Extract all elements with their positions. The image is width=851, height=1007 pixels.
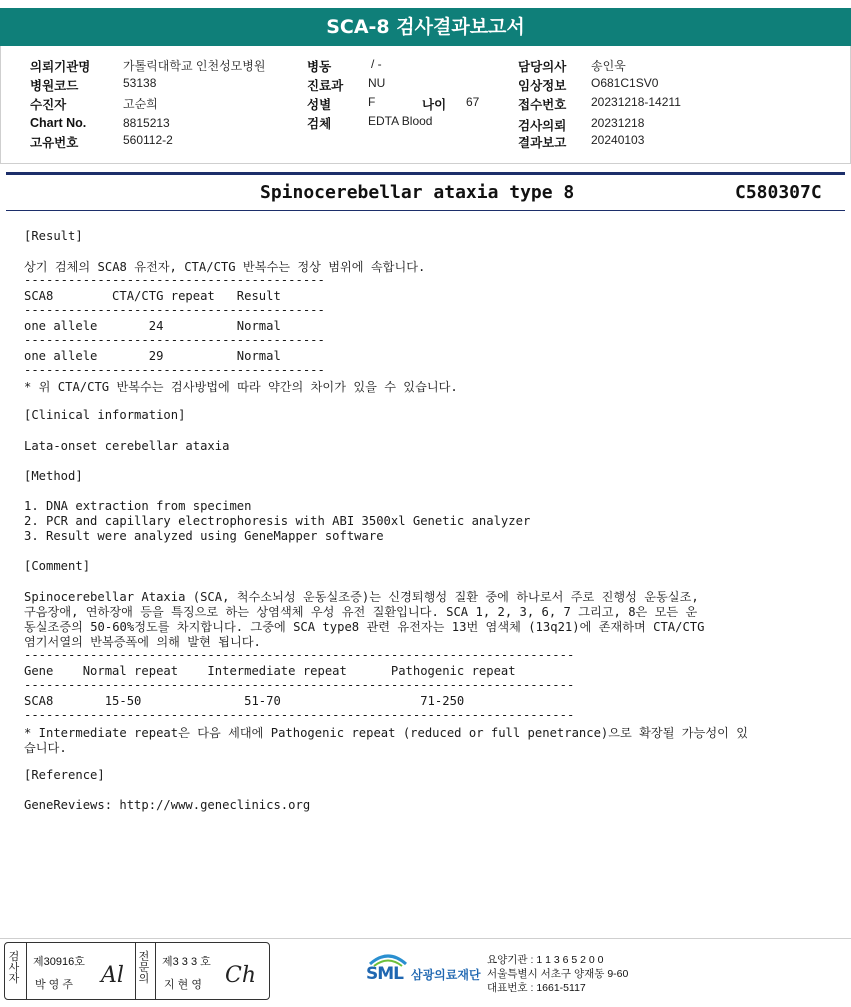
institution-code: 요양기관 : 1 1 3 6 5 2 0 0: [487, 954, 604, 966]
label-attending-doctor: 담당의사: [518, 60, 567, 74]
label-specimen: 검체: [307, 117, 332, 131]
reference-link: GeneReviews: http://www.geneclinics.org: [24, 798, 311, 812]
comment-line: 염기서열의 반복증폭에 의해 발현 됩니다.: [24, 635, 261, 649]
footer-divider: [0, 938, 851, 939]
address: 서울특별시 서초구 양재동 9-60: [487, 968, 629, 980]
value-attending-doctor: 송인욱: [591, 59, 626, 73]
value-chart-no: 8815213: [123, 116, 170, 130]
label-result-reported: 결과보고: [518, 136, 567, 150]
label-receipt-no: 접수번호: [518, 98, 567, 112]
comment-line: 구음장애, 연하장애 등을 특징으로 하는 상염색체 우성 유전 질환입니다. SCA 1, 2, 3, 6, 7 그리고, 8은 모든 운: [24, 605, 698, 619]
label-age: 나이: [422, 98, 447, 112]
repeat-footnote: 습니다.: [24, 741, 67, 755]
value-receipt-no: 20231218-14211: [591, 95, 681, 109]
table-divider: ---------------------------------------------------------------------------: [24, 678, 575, 692]
value-requesting-institution: 가톨릭대학교 인천성모병원: [123, 59, 266, 73]
test-code: C580307C: [735, 182, 822, 203]
table-divider: -----------------------------------------: [24, 363, 325, 377]
method-step: 2. PCR and capillary electrophoresis with ABI 3500xl Genetic analyzer: [24, 514, 531, 528]
section-heading-reference: [Reference]: [24, 768, 105, 782]
table-divider: ---------------------------------------------------------------------------: [24, 648, 575, 662]
result-table-row: one allele 29 Normal: [24, 349, 281, 363]
inspector-label: 검 사 자: [8, 951, 20, 985]
method-step: 3. Result were analyzed using GeneMapper software: [24, 529, 384, 543]
value-hospital-code: 53138: [123, 76, 157, 90]
sml-logo-text: SML: [366, 964, 403, 984]
label-hospital-code: 병원코드: [30, 79, 79, 93]
label-chart-no: Chart No.: [30, 116, 87, 130]
section-heading-comment: [Comment]: [24, 559, 91, 573]
value-ward: / -: [371, 57, 382, 71]
repeat-table-header: Gene Normal repeat Intermediate repeat Pathogenic repeat: [24, 664, 516, 678]
inspector-name: 박 영 주: [35, 979, 73, 991]
inspector-signature: Al: [101, 963, 124, 988]
label-test-requested: 검사의뢰: [518, 119, 567, 133]
result-table-row: one allele 24 Normal: [24, 319, 281, 333]
clinical-information: Lata-onset cerebellar ataxia: [24, 439, 230, 453]
repeat-footnote: * Intermediate repeat은 다음 세대에 Pathogenic repeat (reduced or full penetrance)으로 확장될 가능성이 있: [24, 726, 749, 740]
section-heading-method: [Method]: [24, 469, 83, 483]
org-name: 삼광의료재단: [411, 968, 481, 982]
title-rule: [6, 172, 845, 175]
value-unique-no: 560112-2: [123, 133, 173, 147]
method-step: 1. DNA extraction from specimen: [24, 499, 252, 513]
comment-line: Spinocerebellar Ataxia (SCA, 척수소뇌성 운동실조증)는 신경퇴행성 질환 중에 하나로서 주로 진행성 운동실조,: [24, 590, 699, 604]
label-sex: 성별: [307, 98, 332, 112]
specialist-name: 지 현 영: [164, 979, 202, 991]
value-patient: 고순희: [123, 97, 158, 111]
test-name: Spinocerebellar ataxia type 8: [260, 182, 575, 203]
table-divider: -----------------------------------------: [24, 273, 325, 287]
value-specimen: EDTA Blood: [368, 114, 433, 128]
report-title: SCA-8 검사결과보고서: [0, 8, 851, 46]
table-divider: -----------------------------------------: [24, 333, 325, 347]
section-heading-clinical: [Clinical information]: [24, 408, 186, 422]
specialist-label: 전 문 의: [138, 951, 150, 985]
value-department: NU: [368, 76, 386, 90]
value-age: 67: [466, 95, 480, 109]
specialist-signature: Ch: [225, 963, 257, 988]
value-clinical-info: O681C1SV0: [591, 76, 659, 90]
table-divider: ---------------------------------------------------------------------------: [24, 708, 575, 722]
result-footnote: * 위 CTA/CTG 반복수는 검사방법에 따라 약간의 차이가 있을 수 있습니다.: [24, 380, 458, 394]
label-ward: 병동: [307, 60, 332, 74]
phone-number: 대표번호 : 1661-5117: [487, 982, 586, 994]
section-heading-result: [Result]: [24, 229, 83, 243]
inspector-license-no: 제30916호: [33, 956, 85, 968]
label-department: 진료과: [307, 79, 344, 93]
result-summary: 상기 검체의 SCA8 유전자, CTA/CTG 반복수는 정상 범위에 속합니다.: [24, 260, 426, 274]
repeat-table-row: SCA8 15-50 51-70 71-250: [24, 694, 465, 708]
title-underline: [6, 210, 845, 211]
label-unique-no: 고유번호: [30, 136, 79, 150]
specialist-license-no: 제3 3 3 호: [162, 956, 211, 968]
label-clinical-info: 임상정보: [518, 79, 567, 93]
value-sex: F: [368, 95, 376, 109]
label-requesting-institution: 의뢰기관명: [30, 60, 91, 74]
result-table-header: SCA8 CTA/CTG repeat Result: [24, 289, 281, 303]
value-test-requested: 20231218: [591, 116, 645, 130]
table-divider: -----------------------------------------: [24, 303, 325, 317]
signature-box: [4, 942, 270, 1000]
comment-line: 동실조증의 50-60%정도를 차지합니다. 그중에 SCA type8 관련 유전자는 13번 염색체 (13q21)에 존재하며 CTA/CTG: [24, 620, 705, 634]
value-result-reported: 20240103: [591, 133, 645, 147]
label-patient: 수진자: [30, 98, 67, 112]
